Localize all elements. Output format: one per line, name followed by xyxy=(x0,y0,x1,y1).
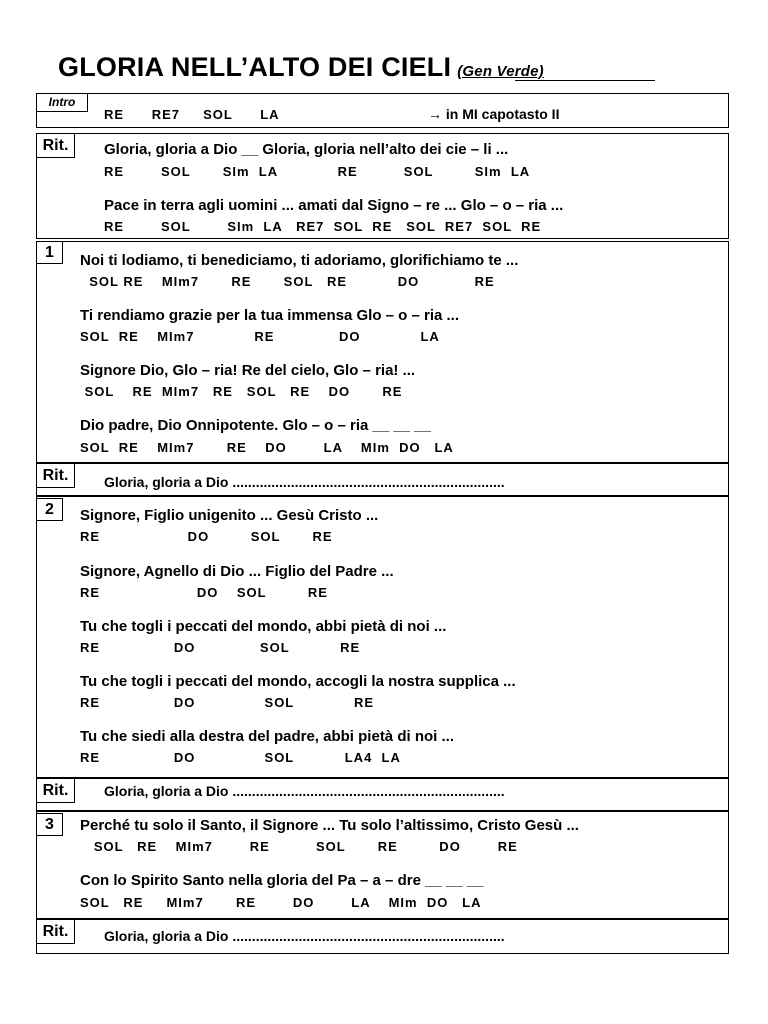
refrain-short-label-3: Rit. xyxy=(36,919,75,944)
refrain-short-label-2: Rit. xyxy=(36,778,75,803)
intro-chords: RE RE7 SOL LA xyxy=(104,107,280,122)
verse-1-chords-2: SOL RE MIm7 RE DO LA xyxy=(80,329,440,344)
verse-1-line-2: Ti rendiamo grazie per la tua immensa Glo – o – ria ... xyxy=(80,307,460,324)
refrain-line-2: Pace in terra agli uomini ... amati dal Signo – re ... Glo – o – ria ... xyxy=(104,197,564,214)
verse-2-chords-2: RE DO SOL RE xyxy=(80,585,328,600)
refrain-chords-2: RE SOL SIm LA RE7 SOL RE SOL RE7 SOL RE xyxy=(104,219,542,234)
verse-2-chords-1: RE DO SOL RE xyxy=(80,529,333,544)
refrain-line-1: Gloria, gloria a Dio __ Gloria, gloria nell’alto dei cie – li ... xyxy=(104,141,509,158)
verse-1-chords-1: SOL RE MIm7 RE SOL RE DO RE xyxy=(80,274,495,289)
intro-label: Intro xyxy=(36,93,88,112)
verse-2-chords-3: RE DO SOL RE xyxy=(80,640,361,655)
verse-3-line-2: Con lo Spirito Santo nella gloria del Pa – a – dre __ __ __ xyxy=(80,872,484,889)
verse-2-chords-5: RE DO SOL LA4 LA xyxy=(80,750,401,765)
verse-2-line-4: Tu che togli i peccati del mondo, accogli la nostra supplica ... xyxy=(80,673,516,690)
verse-2-line-3: Tu che togli i peccati del mondo, abbi pietà di noi ... xyxy=(80,618,447,635)
refrain-label: Rit. xyxy=(36,133,75,158)
verse-3-line-1: Perché tu solo il Santo, il Signore ... Tu solo l’altissimo, Cristo Gesù ... xyxy=(80,817,579,834)
verse-2-line-1: Signore, Figlio unigenito ... Gesù Cristo ... xyxy=(80,507,379,524)
song-title xyxy=(58,52,544,83)
song-title-main: GLORIA NELL’ALTO DEI CIELI xyxy=(58,52,452,82)
verse-2-line-2: Signore, Agnello di Dio ... Figlio del Padre ... xyxy=(80,563,394,580)
refrain-short-1: Gloria, gloria a Dio ...................................................................... xyxy=(104,474,505,490)
intro-capo-note: → in MI capotasto II xyxy=(428,106,560,122)
verse-2-chords-4: RE DO SOL RE xyxy=(80,695,375,710)
refrain-short-2: Gloria, gloria a Dio ...................................................................... xyxy=(104,783,505,799)
refrain-short-3: Gloria, gloria a Dio ...................................................................... xyxy=(104,928,505,944)
verse-2-line-5: Tu che siedi alla destra del padre, abbi pietà di noi ... xyxy=(80,728,454,745)
verse-3-chords-2: SOL RE MIm7 RE DO LA MIm DO LA xyxy=(80,895,482,910)
verse-1-chords-4: SOL RE MIm7 RE DO LA MIm DO LA xyxy=(80,440,454,455)
refrain-chords-1: RE SOL SIm LA RE SOL SIm LA xyxy=(104,164,531,179)
verse-1-line-1: Noi ti lodiamo, ti benediciamo, ti adoriamo, glorifichiamo te ... xyxy=(80,252,519,269)
song-author: (Gen Verde) xyxy=(457,63,544,80)
verse-3-label: 3 xyxy=(36,813,63,836)
verse-1-chords-3: SOL RE MIm7 RE SOL RE DO RE xyxy=(80,384,403,399)
verse-1-line-3: Signore Dio, Glo – ria! Re del cielo, Glo – ria! ... xyxy=(80,362,416,379)
title-underline xyxy=(515,80,655,81)
verse-2-label: 2 xyxy=(36,498,63,521)
verse-3-chords-1: SOL RE MIm7 RE SOL RE DO RE xyxy=(80,839,518,854)
refrain-short-label-1: Rit. xyxy=(36,463,75,488)
verse-1-label: 1 xyxy=(36,241,63,264)
verse-1-line-4: Dio padre, Dio Onnipotente. Glo – o – ria __ __ __ xyxy=(80,417,431,434)
